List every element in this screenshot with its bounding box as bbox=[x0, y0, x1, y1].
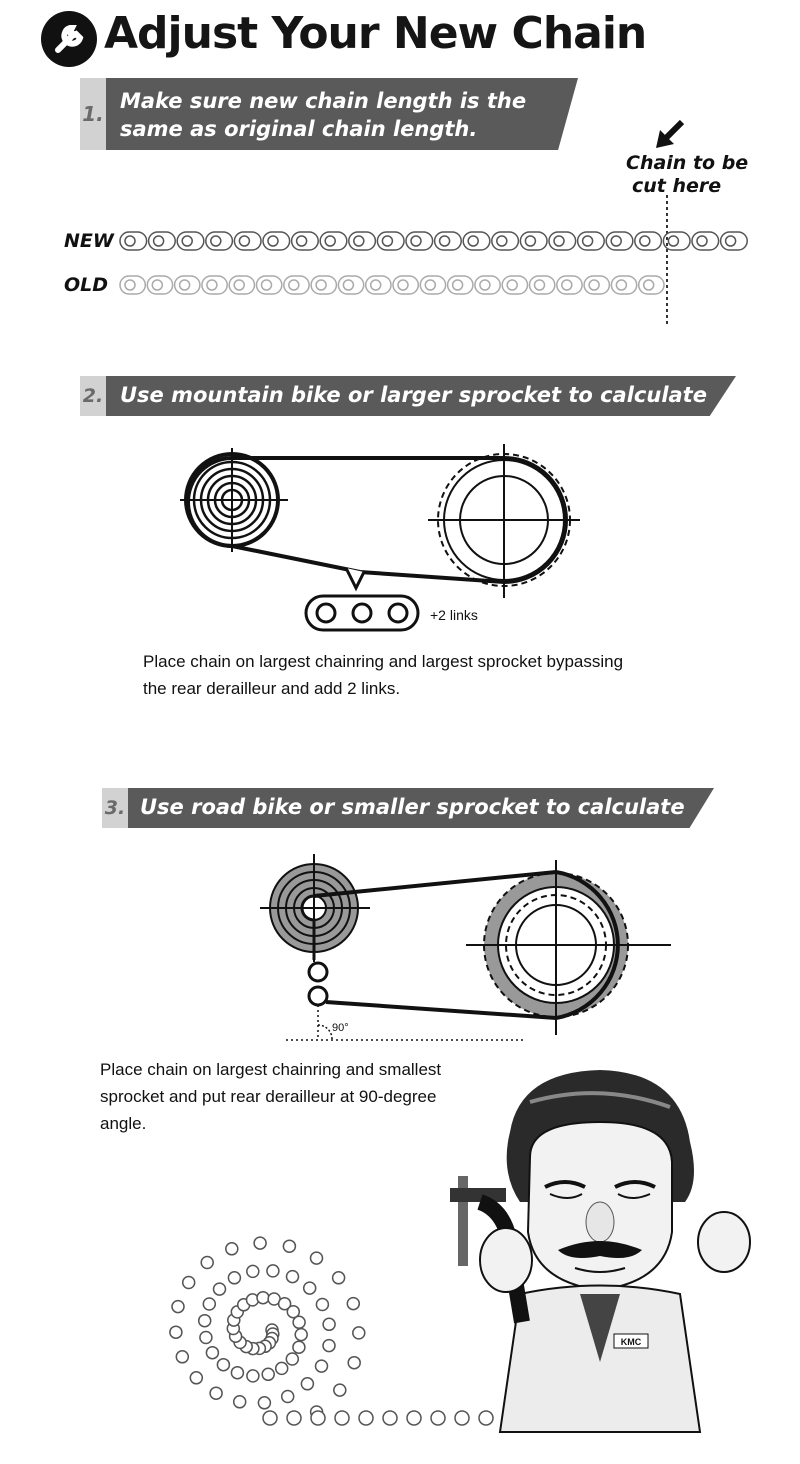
chain-pin bbox=[334, 1384, 346, 1396]
chain-pin bbox=[354, 236, 364, 246]
chain-pin bbox=[234, 1396, 246, 1408]
new-chain-label: NEW bbox=[64, 230, 114, 252]
chain-pin bbox=[497, 236, 507, 246]
chain-pin bbox=[234, 280, 244, 290]
chain-pin bbox=[267, 1265, 279, 1277]
cut-arrow-icon bbox=[652, 118, 692, 152]
chain-pin bbox=[425, 280, 435, 290]
chain-pin bbox=[247, 1370, 259, 1382]
step1-banner bbox=[80, 78, 578, 150]
chain-pin bbox=[440, 236, 450, 246]
step3-desc-line3: angle. bbox=[100, 1114, 147, 1133]
cut-label-line2: cut here bbox=[632, 175, 722, 197]
chain-pin bbox=[325, 236, 335, 246]
chain-pin bbox=[125, 236, 135, 246]
chain-pin bbox=[268, 236, 278, 246]
chain-pin bbox=[316, 280, 326, 290]
chain-pin bbox=[316, 1360, 328, 1372]
chain-pin bbox=[668, 236, 678, 246]
chain-pin bbox=[611, 236, 621, 246]
chain-pin bbox=[311, 1252, 323, 1264]
chain-pin bbox=[616, 280, 626, 290]
chain-pin bbox=[293, 1316, 305, 1328]
chain-pin bbox=[697, 236, 707, 246]
chain-pin bbox=[210, 1387, 222, 1399]
chain-pin bbox=[398, 280, 408, 290]
chain-pin bbox=[247, 1265, 259, 1277]
chain-pin bbox=[214, 1283, 226, 1295]
chain-pin bbox=[371, 280, 381, 290]
chain-pin bbox=[228, 1272, 240, 1284]
chain-pin bbox=[180, 280, 190, 290]
step3-text: Use road bike or smaller sprocket to calculate bbox=[140, 795, 685, 819]
step1-text-line2: same as original chain length. bbox=[120, 117, 478, 141]
chain-pin bbox=[353, 1327, 365, 1339]
chain-pin bbox=[468, 236, 478, 246]
chain-pin bbox=[170, 1326, 182, 1338]
chain-pin bbox=[199, 1315, 211, 1327]
chain-pin bbox=[507, 280, 517, 290]
cut-label-line1: Chain to be bbox=[626, 152, 749, 174]
chain-pin bbox=[335, 1411, 349, 1425]
chain-pin bbox=[231, 1367, 243, 1379]
chain-pin bbox=[295, 1329, 307, 1341]
chain-pin bbox=[211, 236, 221, 246]
chain-pin bbox=[262, 280, 272, 290]
chain-pin bbox=[282, 1391, 294, 1403]
wrench-icon bbox=[40, 10, 98, 68]
chain-pin bbox=[276, 1362, 288, 1374]
chain-pin bbox=[125, 280, 135, 290]
chain-pin bbox=[583, 236, 593, 246]
chain-pin bbox=[286, 1353, 298, 1365]
chain-pin bbox=[263, 1411, 277, 1425]
chain-pin bbox=[217, 1359, 229, 1371]
chain-pin bbox=[407, 1411, 421, 1425]
step3-banner bbox=[102, 788, 714, 828]
cut-label bbox=[626, 152, 748, 198]
chain-pin bbox=[348, 1357, 360, 1369]
chain-pin bbox=[154, 236, 164, 246]
step3-desc-line1: Place chain on largest chainring and smallest bbox=[100, 1060, 442, 1079]
old-chain bbox=[118, 270, 758, 300]
step2-description bbox=[143, 648, 743, 702]
chain-pin bbox=[589, 280, 599, 290]
step1-text-line1: Make sure new chain length is the bbox=[120, 89, 527, 113]
chain-pin bbox=[287, 1271, 299, 1283]
step2-banner bbox=[80, 376, 736, 416]
chain-pin bbox=[347, 1298, 359, 1310]
chain-pin bbox=[201, 1257, 213, 1269]
page-title: Adjust Your New Chain bbox=[104, 8, 647, 59]
chain-pin bbox=[535, 280, 545, 290]
chain-pin bbox=[311, 1411, 325, 1425]
chain-pin bbox=[183, 1277, 195, 1289]
chain-pin bbox=[207, 280, 217, 290]
chain-pin bbox=[287, 1411, 301, 1425]
angle-label: 90° bbox=[332, 1022, 349, 1034]
chain-pin bbox=[304, 1282, 316, 1294]
chain-pin bbox=[176, 1351, 188, 1363]
chain-pin bbox=[343, 280, 353, 290]
step3-number: 3. bbox=[102, 788, 128, 828]
step2-text: Use mountain bike or larger sprocket to calculate bbox=[120, 383, 707, 407]
step1-number: 1. bbox=[80, 78, 106, 150]
chain-pin bbox=[239, 236, 249, 246]
chain-pin bbox=[431, 1411, 445, 1425]
chain-pin bbox=[152, 280, 162, 290]
chain-pin bbox=[190, 1372, 202, 1384]
chain-pin bbox=[258, 1397, 270, 1409]
chain-pin bbox=[480, 280, 490, 290]
chain-pin bbox=[359, 1411, 373, 1425]
new-chain bbox=[118, 226, 758, 256]
chain-pin bbox=[453, 280, 463, 290]
chain-pin bbox=[383, 1411, 397, 1425]
chain-pin bbox=[206, 1347, 218, 1359]
chain-pin bbox=[411, 236, 421, 246]
chain-pin bbox=[200, 1332, 212, 1344]
step3-desc-line2: sprocket and put rear derailleur at 90-degree bbox=[100, 1087, 437, 1106]
chain-pin bbox=[301, 1378, 313, 1390]
chain-pin bbox=[182, 236, 192, 246]
chain-pin bbox=[203, 1298, 215, 1310]
extra-links-label: +2 links bbox=[430, 607, 478, 623]
chain-pin bbox=[297, 236, 307, 246]
step2-desc-line1: Place chain on largest chainring and largest sprocket bypassing bbox=[143, 652, 624, 671]
chain-pin bbox=[644, 280, 654, 290]
chain-pin bbox=[172, 1301, 184, 1313]
chain-pin bbox=[726, 236, 736, 246]
chain-pin bbox=[323, 1318, 335, 1330]
step2-number: 2. bbox=[80, 376, 106, 416]
chain-pin bbox=[289, 280, 299, 290]
chain-pin bbox=[562, 280, 572, 290]
small-sprocket-diagram bbox=[256, 850, 676, 1045]
cut-line bbox=[660, 195, 674, 325]
chain-pin bbox=[262, 1368, 274, 1380]
coat-badge-text: KMC bbox=[620, 1337, 642, 1347]
large-sprocket-diagram bbox=[170, 440, 590, 640]
chain-pin bbox=[316, 1299, 328, 1311]
mechanic-character bbox=[450, 1062, 760, 1442]
chain-pin bbox=[257, 1292, 269, 1304]
chain-pin bbox=[254, 1237, 266, 1249]
old-chain-label: OLD bbox=[64, 274, 109, 296]
chain-pin bbox=[640, 236, 650, 246]
chain-pin bbox=[283, 1240, 295, 1252]
chain-pin bbox=[293, 1341, 305, 1353]
chain-pin bbox=[554, 236, 564, 246]
chain-pin bbox=[525, 236, 535, 246]
step2-desc-line2: the rear derailleur and add 2 links. bbox=[143, 679, 401, 698]
chain-pin bbox=[333, 1272, 345, 1284]
chain-pin bbox=[226, 1243, 238, 1255]
chain-pin bbox=[382, 236, 392, 246]
chain-pin bbox=[323, 1340, 335, 1352]
